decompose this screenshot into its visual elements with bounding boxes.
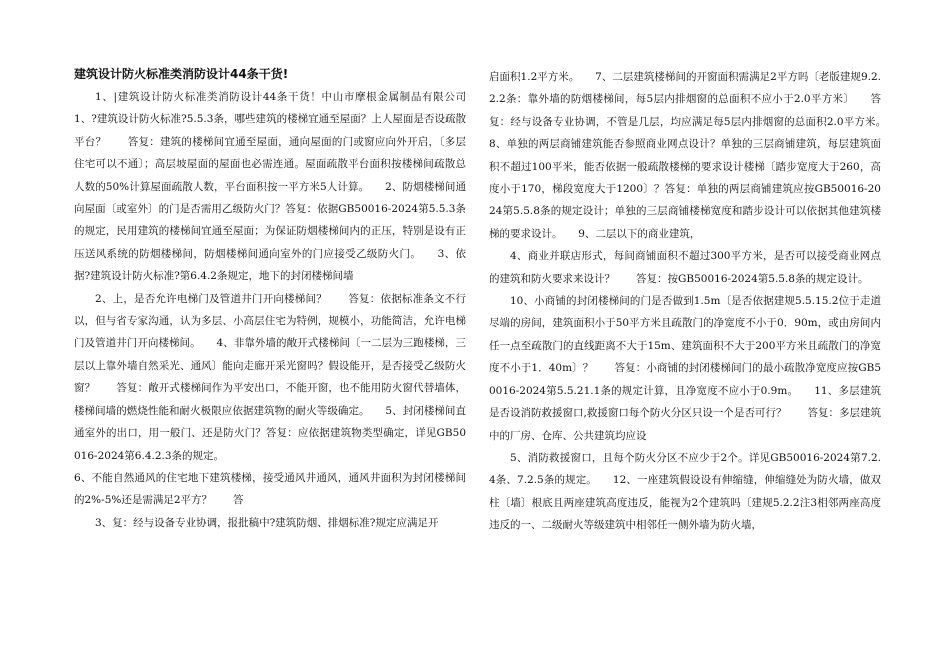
paragraph: 1、|建筑设计防火标准类消防设计44条干货！中山市摩根金属制品有限公司1、?建筑设计防火标准?5.5.3条，哪些建筑的楼梯宜通至屋面？上人屋面是否设疏散平台？ 答复：建筑的楼梯间宜通至屋面，通向屋面的门或窗应向外开启，〔多层住宅可以不通〕；高层坡屋面的屋面也必需连通。屋面疏散平台面积按楼梯间疏散总人数的50%计算屋面疏散人数，平台面积按一平方米5人计算。 2、防烟楼梯间通向屋面〔或室外〕的门是否需用乙级防火门？答复：依据GB50016-2024第5.5.3条的规定，民用建筑的楼梯间宜通至屋面；为保证防烟楼梯间内的正压，特别是设有正压送风系统的防烟楼梯间，防烟楼梯间通向室外的门应接受乙级防火门。 3、依据?建筑设计防火标准?第6.4.2条规定，地下的封闭楼梯间墙 bbox=[74, 91, 466, 283]
paragraph: 2、上，是否允许电梯门及管道井门开向楼梯间？ 答复：依据标准条文不行以，但与省专家沟通，认为多层、小高层住宅为特例，规模小，功能简洁，允许电梯门及管道井门开向楼梯间。 4、非靠外墙的敞开式楼梯间〔一二层为三跑楼梯，三层以上靠外墙自然采光、通风〕能向走廊开采光窗吗？假设能开，是否接受乙级防火窗？ 答复：敞开式楼梯间作为平安出口，不能开窗，也不能用防火窗代替墙体，楼梯间墙的燃烧性能和耐火极限应依据建筑物的耐火等级确定。 5、封闭楼梯间直通室外的出口，用一般门、还是防火门？答复：应依据建筑物类型确定，详见GB50016-2024第6.4.2.3条的规定。 bbox=[74, 292, 466, 462]
right-column bbox=[489, 66, 902, 537]
paragraph: 启面积1.2平方米。 7、二层建筑楼梯间的开窗面积需满足2平方吗〔老版建规9.2.2.2条：靠外墙的防烟楼梯间，每5层内排烟窗的总面积不应小于2.0平方米〕 答复：经与设备专业协调，不管是几层，均应满足每5层内排烟窗的总面积2.0平方米。 8、单独的两层商铺建筑能否参照商业网点设计？单独的三层商铺建筑，每层建筑面积不超过100平米，能否依据一般疏散楼梯的要求设计楼梯〔踏步宽度大于260，高度小于170，梯段宽度大于1200〕？答复：单独的两层商铺建筑应按GB50016-2024第5.5.8条的规定设计；单独的三层商铺楼梯宽度和踏步设计可以依据其他建筑楼梯的要求设计。 9、二层以下的商业建筑， bbox=[489, 71, 902, 240]
left-column bbox=[74, 66, 466, 534]
paragraph: 6、不能自然通风的住宅地下建筑楼梯，接受通风井通风，通风井面积为封闭楼梯间的2%-5%还是需满足2平方？ 答 bbox=[74, 471, 466, 507]
paragraph: 5、消防救援窗口，且每个防火分区不应少于2个。详见GB50016-2024第7.2.4条、7.2.5条的规定。 12、一座建筑假设设有伸缩缝，伸缩缝处为防火墙，做双柱〔墙〕根底且两座建筑高度违反，能视为2个建筑吗〔建规5.2.2注3相邻两座高度违反的一、二级耐火等级建筑中相邻任一侧外墙为防火墙， bbox=[489, 451, 881, 532]
paragraph: 4、商业并联店形式，每间商铺面积不超过300平方米，是否可以接受商业网点的建筑和防火要求来设计？ 答复：按GB50016-2024第5.5.8条的规定设计。 bbox=[489, 250, 881, 285]
document-title: 建筑设计防火标准类消防设计44条干货! bbox=[74, 67, 289, 81]
paragraph: 10、小商铺的封闭楼梯间的门是否做到1.5m〔是否依据建规5.5.15.2位于走道尽端的房间，建筑面积小于50平方米且疏散门的净宽度不小于0．90m，或由房间内任一点至疏散门的直线距离不大于15m、建筑面积不大于200平方米且疏散门的净宽度不小于1．40m〕？ 答复：小商铺的封闭楼梯间门的最小疏散净宽度应按GB50016-2024第5.5.21.1条的规定计算，且净宽度不应小于0.9m。 11、多层建筑是否设消防救援窗口,救援窗口每个防火分区只设一个是否可行？ 答复：多层建筑中的厂房、仓库、公共建筑均应设 bbox=[489, 295, 881, 442]
paragraph: 3、复：经与设备专业协调，报批稿中?建筑防烟、排烟标准?规定应满足开 bbox=[95, 516, 439, 529]
